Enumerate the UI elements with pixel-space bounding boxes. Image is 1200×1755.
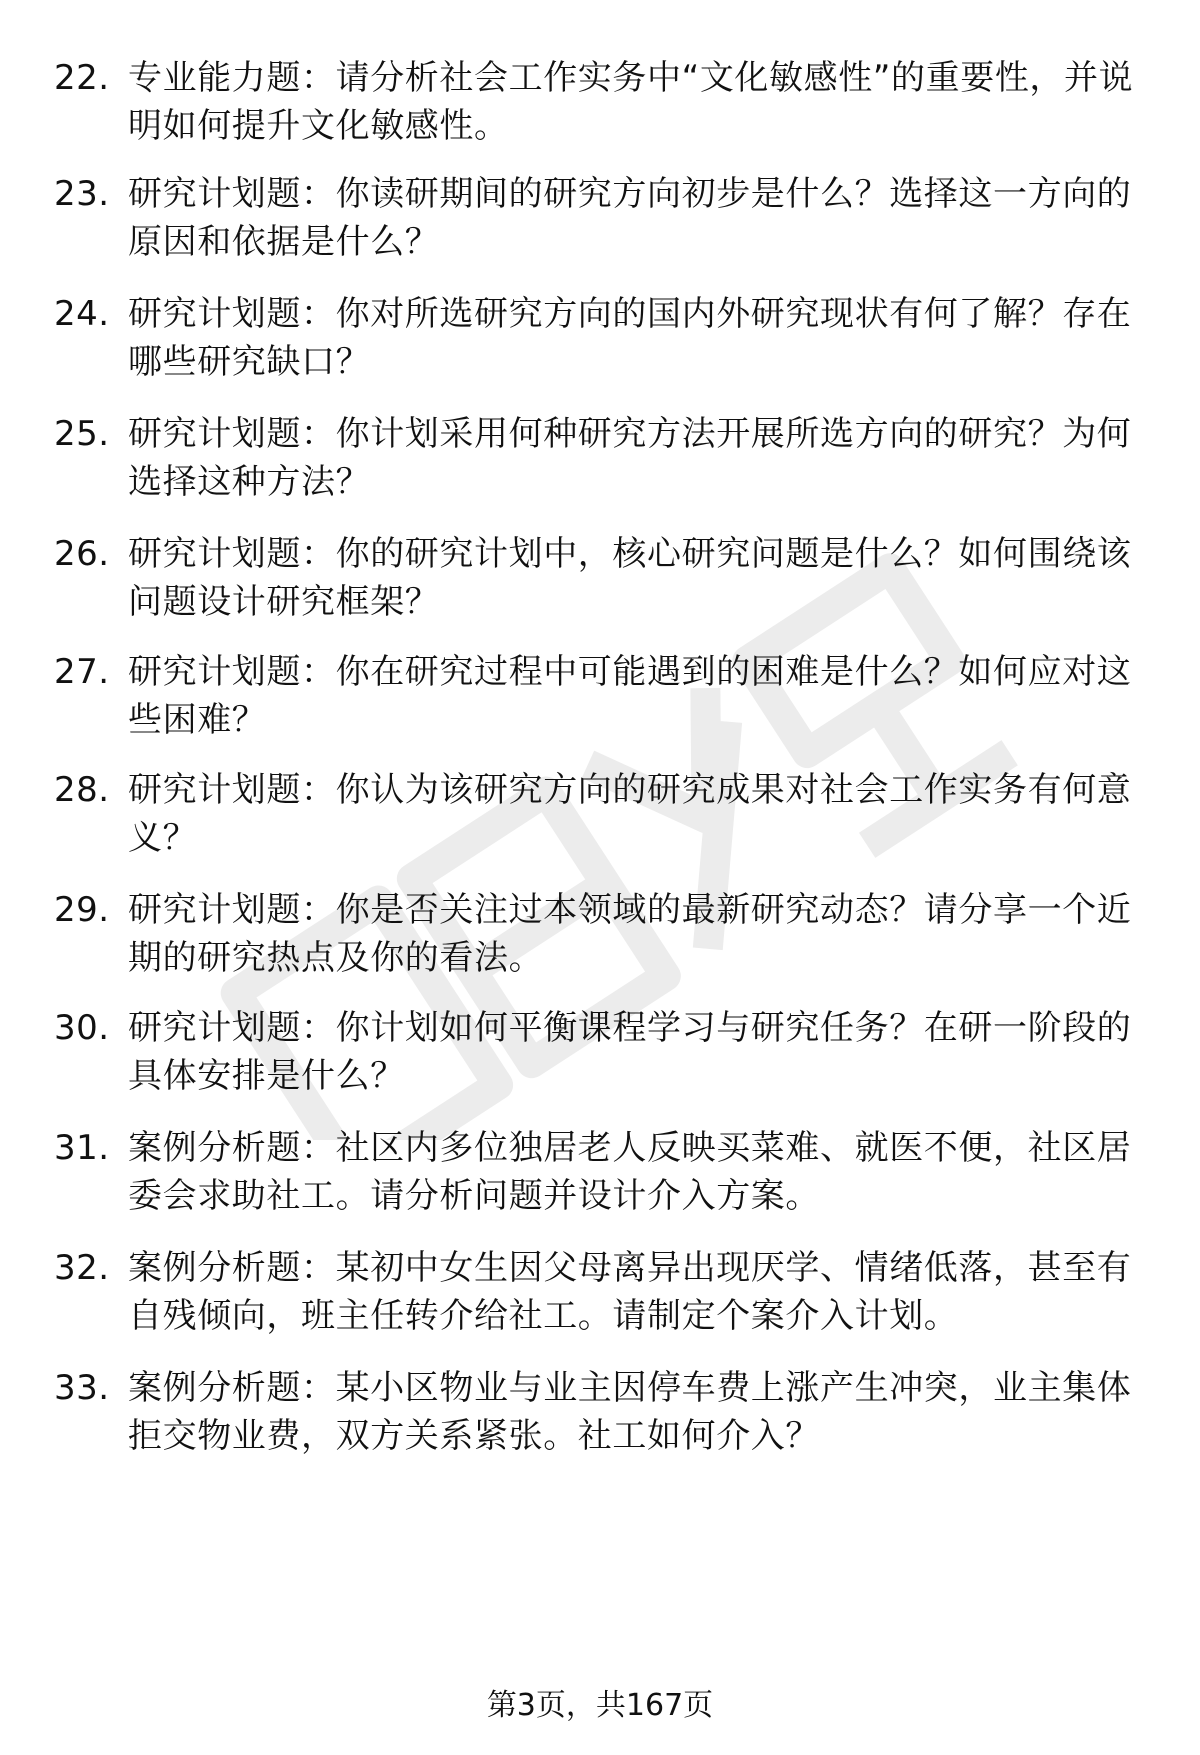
question-number: 24. — [54, 294, 110, 334]
question-number: 33. — [54, 1368, 110, 1408]
question-number: 29. — [54, 890, 110, 930]
question-number: 25. — [54, 414, 110, 454]
list-item — [0, 648, 1200, 744]
list-item — [0, 530, 1200, 626]
question-text: 研究计划题：你对所选研究方向的国内外研究现状有何了解？存在哪些研究缺口？ — [128, 294, 1132, 382]
list-item — [0, 290, 1200, 386]
question-text: 案例分析题：某小区物业与业主因停车费上涨产生冲突，业主集体拒交物业费，双方关系紧张。社工如何介入？ — [128, 1368, 1132, 1456]
list-item — [0, 170, 1200, 266]
question-text: 研究计划题：你在研究过程中可能遇到的困难是什么？如何应对这些困难？ — [128, 652, 1132, 740]
list-item — [0, 1244, 1200, 1340]
list-item — [0, 54, 1200, 150]
list-item — [0, 410, 1200, 506]
page-number-footer: 第3页，共167页 — [486, 1688, 714, 1723]
question-text: 研究计划题：你计划如何平衡课程学习与研究任务？在研一阶段的具体安排是什么？ — [128, 1008, 1132, 1096]
question-text: 研究计划题：你是否关注过本领域的最新研究动态？请分享一个近期的研究热点及你的看法。 — [128, 890, 1132, 978]
question-number: 32. — [54, 1248, 110, 1288]
question-text: 研究计划题：你的研究计划中，核心研究问题是什么？如何围绕该问题设计研究框架？ — [128, 534, 1132, 622]
question-number: 22. — [54, 58, 110, 98]
list-item — [0, 886, 1200, 982]
question-text: 研究计划题：你认为该研究方向的研究成果对社会工作实务有何意义？ — [128, 770, 1132, 858]
question-number: 23. — [54, 174, 110, 214]
question-text: 研究计划题：你计划采用何种研究方法开展所选方向的研究？为何选择这种方法？ — [128, 414, 1132, 502]
question-number: 30. — [54, 1008, 110, 1048]
list-item — [0, 766, 1200, 862]
list-item — [0, 1124, 1200, 1220]
question-number: 28. — [54, 770, 110, 810]
question-text: 案例分析题：某初中女生因父母离异出现厌学、情绪低落，甚至有自残倾向，班主任转介给社工。请制定个案介入计划。 — [128, 1248, 1132, 1336]
list-item — [0, 1364, 1200, 1460]
question-text: 专业能力题：请分析社会工作实务中“文化敏感性”的重要性，并说明如何提升文化敏感性。 — [128, 58, 1134, 146]
question-number: 26. — [54, 534, 110, 574]
question-number: 31. — [54, 1128, 110, 1168]
question-number: 27. — [54, 652, 110, 692]
list-item — [0, 1004, 1200, 1100]
question-text: 案例分析题：社区内多位独居老人反映买菜难、就医不便，社区居委会求助社工。请分析问题并设计介入方案。 — [128, 1128, 1132, 1216]
question-text: 研究计划题：你读研期间的研究方向初步是什么？选择这一方向的原因和依据是什么？ — [128, 174, 1132, 262]
